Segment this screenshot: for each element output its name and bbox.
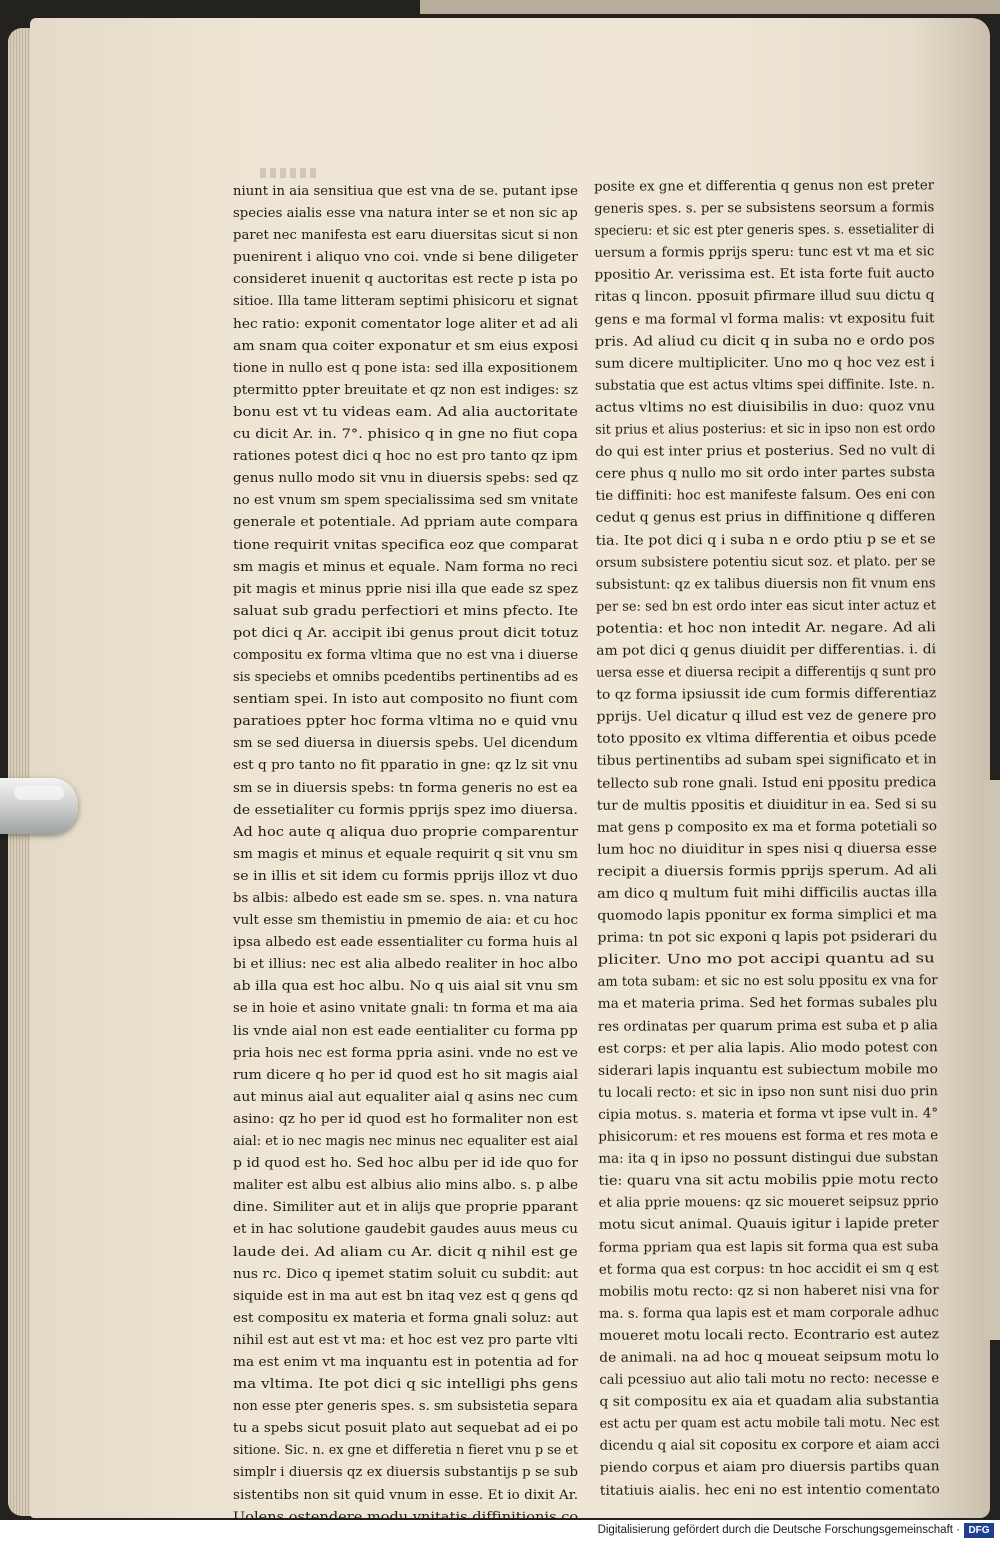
text-line: de essetialiter cu formis pprijs spez imo diuersa. (233, 802, 578, 818)
text-line: gens e ma formal vl forma malis: vt expositu fuit (594, 310, 935, 328)
text-line: moueret motu locali recto. Econtrario est autez (599, 1327, 940, 1344)
text-line: cipia motus. s. materia et forma vt ipse vult in. 4° (598, 1106, 939, 1123)
text-line: nihil est aut est vt ma: et hoc est vez pro parte vlti (233, 1332, 578, 1348)
text-line: generale et potentiale. Ad ppriam aute compara (233, 515, 579, 531)
text-line: simplr i diuersis qz ex diuersis substantijs p se sub (233, 1465, 578, 1481)
text-line: ma. s. forma qua lapis est et mam corporale adhuc (599, 1305, 939, 1322)
text-line: tu locali recto: et sic in ipso non sunt nisi duo prin (598, 1084, 939, 1101)
text-line: actus vltims no est diuisibilis in duo: quoz vnu (595, 399, 936, 416)
facing-page-strip (420, 0, 1000, 14)
text-line: pliciter. Uno mo pot accipi quantu ad su (597, 951, 935, 969)
text-line: compositu ex forma vltima que no est vna i diuerse (233, 647, 579, 663)
text-line: sm magis et minus et equale requirit q sit vnu sm (233, 846, 578, 862)
text-line: uersa esse et diuersa recipit a differentijs q sunt pro (596, 664, 937, 681)
text-line: est q pro tanto no fit pparatio in gne: qz lz sit vnu (233, 758, 578, 774)
text-line: cu dicit Ar. in. 7°. phisico q in gne no fiut copa (233, 427, 578, 443)
text-line: paratioes ppter hoc forma vltima no e quid vnu (233, 714, 579, 730)
text-line: tu a spebs sicut posuit plato aut sequebat ad ei po (233, 1421, 579, 1437)
text-line: tione in nullo est q pone ista: sed illa expositionem (233, 360, 578, 376)
text-line: per se: sed bn est ordo inter eas sicut inter actuz et (595, 598, 937, 615)
text-line: recipit a diuersis formis pprijs sperum. Ad ali (597, 863, 938, 880)
text-line: do qui est inter prius et posterius. Sed no vult di (595, 443, 936, 460)
text-line: pris. Ad aliud cu dicit q in suba no e ordo pos (594, 332, 935, 350)
text-line: ab illa qua est hoc albu. No q uis aial sit vnu sm (233, 979, 579, 995)
text-line: aut minus aial aut equaliter aial q asins nec cum (233, 1089, 579, 1105)
text-line: de animali. na ad hoc q moueat seipsum motu lo (599, 1349, 940, 1366)
text-line: est compositu ex materia et forma gnali soluz: aut (233, 1310, 579, 1326)
text-line: mat gens p composito ex ma et forma potetiali so (596, 818, 938, 836)
text-line: no est vnum sm spem specialissima sed sm vnitate (233, 493, 579, 509)
text-line: tellecto sub rone gnali. Istud eni ppositu predica (596, 774, 937, 792)
text-line: mobilis motu recto: qz si non haberet nisi vna for (598, 1282, 939, 1300)
text-line: tie diffiniti: hoc est manifeste falsum. Oes eni con (595, 487, 936, 505)
text-line: vult esse sm themistiu in pmemio de aia: et cu hoc (233, 913, 579, 929)
text-line: se in illis et sit idem cu formis pprijs illoz vt duo (233, 868, 579, 884)
text-line: tia. Ite pot dici q i suba n e ordo ptiu p se et se (595, 531, 936, 549)
text-line: phisicorum: et res mouens est forma et res mota e (598, 1128, 939, 1145)
text-line: saluat sub gradu perfectiori et mins pfecto. Ite (233, 603, 579, 619)
text-line: puenirent i aliquo vno coi. vnde si bene diligeter (233, 250, 578, 266)
text-line: sentiam spei. In isto aut composito no fiunt com (233, 692, 579, 708)
text-line: Uolens ostendere modu vnitatis diffinitionis co (233, 1509, 579, 1520)
text-line: pot dici q Ar. accipit ibi genus prout dicit totuz (233, 625, 579, 641)
text-line: species aialis esse vna natura inter se et non sic ap (233, 206, 578, 222)
text-line: bs albis: albedo est eade sm se. spes. n. vna natura (233, 891, 578, 906)
text-line: laude dei. Ad aliam cu Ar. dicit q nihil est ge (233, 1244, 578, 1260)
text-line: tibus pertinentibs ad subam spei significato et in (596, 752, 937, 770)
text-line: sitioe. Illa tame litteram septimi phisicoru et signat (233, 294, 578, 310)
text-line: et forma qua est corpus: tn hoc accidit ei sm q est (598, 1260, 939, 1278)
text-line: consideret inuenit q auctoritas est recte p ista po (233, 272, 578, 288)
text-line: lis vnde aial non est eade eentialiter cu forma pp (233, 1023, 578, 1039)
text-line: posite ex gne et differentia q genus non est preter (594, 178, 935, 195)
text-line: titatiuis aialis. hec eni no est intentio comentato (599, 1481, 940, 1499)
text-line: est corps: et per alia lapis. Alio modo potest con (597, 1039, 938, 1057)
text-line: sis speciebs et omnibs pcedentibs pertinentibs ad es (233, 670, 579, 686)
right-text-column (594, 175, 940, 1502)
text-line: pit magis et minus pprie nisi illa que eade sz spez (233, 581, 578, 597)
text-line: ppositio Ar. verissima est. Et ista forte fuit aucto (594, 266, 935, 284)
text-line: forma ppriam qua est lapis sit forma qua est suba (598, 1238, 939, 1256)
text-line: tie: quaru vna sit actu mobilis ppie motu recto (598, 1172, 939, 1189)
faint-header-marks (260, 168, 318, 178)
text-line: tione requirit vnitas specifica eoz que comparat (233, 537, 579, 553)
text-line: Ad hoc aute q aliqua duo proprie comparentur (233, 824, 579, 840)
text-line: nus rc. Dico q ipemet statim soluit cu subdit: aut (233, 1266, 579, 1282)
text-line: sm se sed diuersa in diuersis spebs. Uel dicendum (233, 736, 578, 752)
text-line: toto pposito ex vltima differentia et oibus pcede (596, 730, 937, 748)
text-line: am tota subam: et sic no est solu ppositu ex vna for (597, 973, 938, 991)
text-line: to qz forma ipsiussit ide cum formis differentiaz (596, 686, 937, 703)
text-line: am dico q multum fuit mihi difficilis auctas illa (597, 885, 938, 902)
text-line: ritas q lincon. pposuit pfirmare illud suu dictu q (594, 288, 935, 306)
text-line: cere phus q nullo mo sit ordo inter partes substa (595, 465, 936, 482)
text-line: rum dicere q ho per id quod est ho sit magis aial (233, 1067, 579, 1083)
text-line: dicendu q aial sit copositu ex corpore et aiam acci (599, 1437, 940, 1455)
text-line: non esse pter generis spes. s. sm subsistetia separa (233, 1399, 578, 1415)
left-text-column (233, 181, 578, 1520)
text-line: ptermitto ppter breuitate et qz non est indiges: sz (233, 382, 578, 398)
text-line: am snam qua coiter exponatur et sm eius exposi (233, 338, 579, 354)
dfg-logo: DFG (964, 1523, 994, 1538)
text-line: niunt in aia sensitiua que est vna de se. putant ipse (233, 184, 578, 199)
text-line: pria hois nec est forma ppria asini. vnde no est ve (233, 1045, 578, 1061)
text-line: generis spes. s. per se subsistens seorsum a formis (594, 200, 935, 217)
text-line: sm se in diuersis spebs: tn forma generis no est ea (233, 780, 578, 796)
text-line: p id quod est ho. Sed hoc albu per id ide quo for (233, 1156, 579, 1172)
text-line: dine. Similiter aut et in alijs que proprie pparant (233, 1200, 579, 1216)
text-line: ma et materia prima. Sed het formas subales plu (597, 995, 938, 1013)
next-page-edge (985, 780, 1000, 1340)
text-line: genus nullo modo sit vnu in diuersis spebs: sed qz (233, 471, 579, 487)
text-line: maliter est albu est albius alio mins albo. s. p albe (233, 1178, 579, 1194)
text-line: sm magis et minus et equale. Nam forma no reci (233, 559, 578, 575)
text-line: aial: et io nec magis nec minus nec equaliter est aial (233, 1134, 579, 1150)
text-line: paret nec manifesta est earu diuersitas sicut si non (233, 228, 579, 244)
digitization-footer (0, 1520, 1000, 1541)
text-line: subsistunt: qz ex talibus diuersis non fit vnum ens (595, 575, 936, 593)
text-line: asino: qz ho per id quod est ho formaliter non est (233, 1111, 578, 1127)
text-line: ma vltima. Ite pot dici q sic intelligi phs gens (233, 1377, 578, 1393)
text-line: est actu per quam est actu mobile tali motu. Nec est (599, 1415, 940, 1432)
text-line: hec ratio: exponit comentator loge aliter et ad ali (233, 316, 579, 332)
text-line: sitione. Sic. n. ex gne et differetia n fieret vnu p se et (233, 1443, 579, 1459)
text-line: sistentibs non sit quid vnum in esse. Et io dixit Ar. (233, 1487, 579, 1503)
text-line: tur de multis ppositis et diuiditur in ea. Sed si su (596, 796, 937, 814)
text-line: prima: tn pot sic exponi q lapis pot psiderari du (597, 929, 938, 946)
text-line: ipsa albedo est eade essentialiter cu forma huis al (233, 935, 578, 951)
text-line: se in hoie et asino vnitate gnali: tn forma et ma aia (233, 1001, 579, 1017)
text-line: motu sicut animal. Quauis igitur i lapide preter (598, 1216, 939, 1234)
text-line: et alia pprie mouens: qz sic moueret seipsuz pprio (598, 1194, 939, 1212)
text-line: cali pcessiuo aut alio tali motu no recto: necesse e (599, 1371, 940, 1388)
text-line: specieru: et sic est pter generis spes. s. essetialiter di (594, 222, 935, 239)
text-line: uersum a formis pprijs speru: tunc est vt ma et sic (594, 244, 935, 262)
text-line: potentia: et hoc non intedit Ar. negare. Ad ali (596, 620, 936, 637)
text-line: q sit compositu ex aia et quadam alia substantia (599, 1393, 940, 1410)
text-line: am pot dici q genus diuidit per differentias. i. di (596, 642, 937, 659)
text-line: pprijs. Uel dicatur q illud est vez de genere pro (596, 708, 937, 725)
bookmark-highlight (14, 786, 64, 800)
footer-credit-text: Digitalisierung gefördert durch die Deutsche Forschungsgemeinschaft · (597, 1524, 960, 1536)
text-line: sum dicere multipliciter. Uno mo q hoc vez est i (594, 355, 935, 372)
text-line: et in hac solutione gaudebit gaudes auus meus cu (233, 1222, 578, 1238)
text-line: bi et illius: nec est alia albedo realiter in hoc albo (233, 957, 578, 973)
text-line: substatia que est actus vltims spei diffinite. Iste. n. (594, 377, 935, 394)
text-line: sit prius et alius posterius: et sic in ipso non est ordo (595, 421, 936, 438)
text-line: siderari lapis inquantu est subiectum mobile mo (597, 1062, 938, 1079)
text-line: ma est enim vt ma inquantu est in potentia ad for (233, 1354, 578, 1370)
text-line: orsum subsistere potentiu sicut soz. et plato. per se (595, 553, 936, 571)
text-line: ma: ita q in ipso no possunt distingui due substan (598, 1150, 939, 1167)
text-line: res ordinatas per quarum prima est suba et p alia (597, 1017, 938, 1035)
text-line: piendo corpus et aiam pro diuersis partibs quan (599, 1459, 940, 1477)
text-line: lum hoc no diuiditur in spes nisi q diuersa esse (597, 841, 938, 858)
text-line: cedut q genus est prius in diffinitione q differen (595, 509, 936, 527)
text-line: quomodo lapis pponitur ex forma simplici et ma (597, 907, 938, 924)
text-line: rationes potest dici q hoc no est pro tanto qz ipm (233, 449, 578, 465)
text-line: siquide est in ma aut est bn itaq vez est q gens qd (233, 1288, 579, 1304)
text-line: bonu est vt tu videas eam. Ad alia auctoritate (233, 404, 579, 420)
